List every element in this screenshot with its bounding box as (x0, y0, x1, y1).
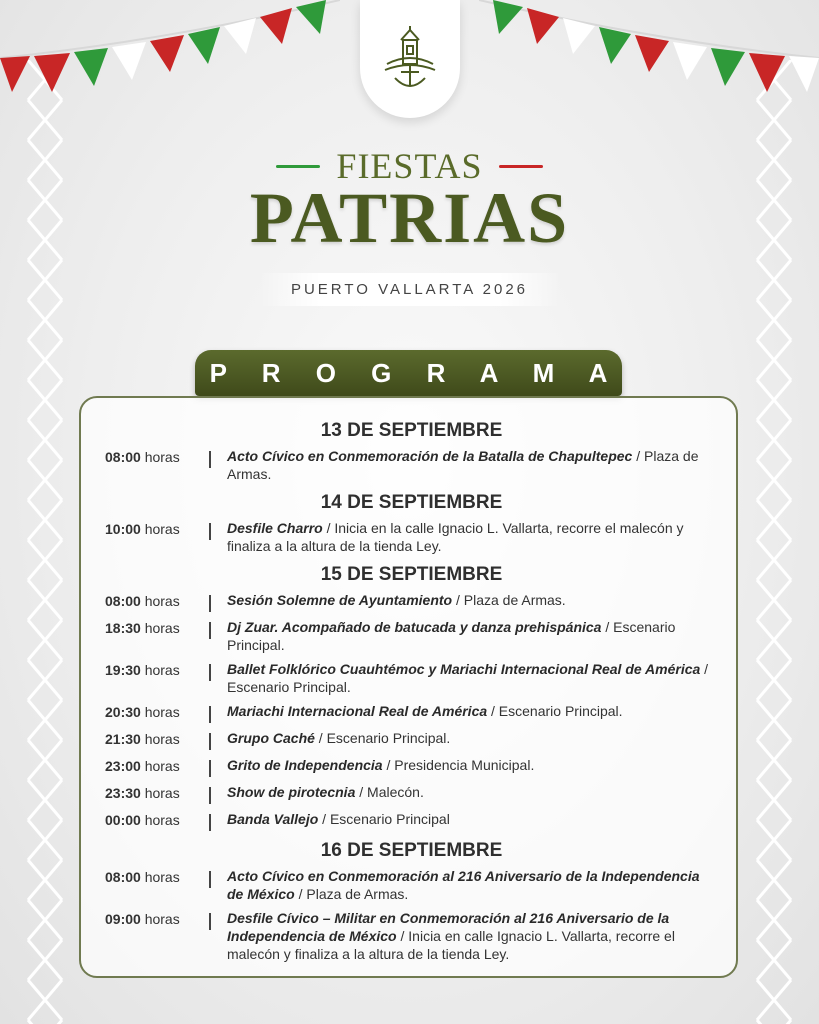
event-description (227, 660, 718, 696)
municipal-logo-badge (360, 0, 460, 118)
event-time-unit: horas (140, 521, 180, 537)
event-name: Ballet Folklórico Cuauhtémoc y Mariachi Internacional Real de América (227, 661, 701, 677)
event-time-unit: horas (140, 704, 180, 720)
event-place: / Plaza de Armas. (227, 448, 699, 482)
event-description (227, 447, 718, 483)
event-time (105, 729, 205, 747)
bunting-flags-left (0, 0, 340, 110)
schedule-row (105, 702, 718, 723)
separator-bar (209, 595, 211, 612)
event-name: Show de pirotecnia (227, 784, 356, 800)
event-time (105, 702, 205, 720)
event-time-value: 23:30 (105, 785, 141, 801)
event-time-unit: horas (140, 812, 180, 828)
green-dash-decoration (276, 165, 320, 168)
event-place: / Escenario Principal. (227, 619, 676, 653)
event-time (105, 783, 205, 801)
event-time-value: 18:30 (105, 620, 141, 636)
schedule-row (105, 810, 718, 831)
event-time-value: 21:30 (105, 731, 141, 747)
day-title: 13 DE SEPTIEMBRE (320, 420, 503, 441)
event-description (227, 867, 718, 903)
event-name: Grupo Caché (227, 730, 315, 746)
separator-bar (209, 760, 211, 777)
event-time-value: 08:00 (105, 869, 141, 885)
day-block (105, 840, 718, 963)
event-time (105, 867, 205, 885)
event-name: Desfile Cívico – Militar en Conmemoración al 216 Aniversario de la Independencia de México (227, 910, 670, 944)
schedule-row (105, 909, 718, 963)
event-name: Grito de Independencia (227, 757, 383, 773)
separator-bar (209, 706, 211, 723)
event-time-unit: horas (140, 620, 180, 636)
schedule-row (105, 591, 718, 612)
event-name: Mariachi Internacional Real de América (227, 703, 488, 719)
red-dash-decoration (499, 165, 543, 168)
event-time (105, 756, 205, 774)
event-place: / Plaza de Armas. (452, 592, 566, 608)
event-name: Banda Vallejo (227, 811, 319, 827)
bunting-flags-right (479, 0, 819, 110)
day-title: 15 DE SEPTIEMBRE (320, 564, 503, 585)
programa-banner (195, 350, 622, 396)
event-place: / Plaza de Armas. (294, 886, 409, 902)
event-time-value: 19:30 (105, 662, 141, 678)
subtitle-location-year: PUERTO VALLARTA 2026 (260, 273, 560, 306)
event-time-value: 08:00 (105, 593, 141, 609)
event-place: / Inicia en calle Ignacio L. Vallarta, recorre el malecón y finaliza a la altura de la tienda Ley. (227, 928, 675, 962)
schedule-row (105, 618, 718, 654)
schedule-row (105, 447, 718, 483)
separator-bar (209, 622, 211, 639)
event-time-unit: horas (140, 449, 180, 465)
schedule-row (105, 783, 718, 804)
title-fiestas: FIESTAS (336, 146, 483, 186)
event-description (227, 909, 718, 963)
event-place: / Escenario Principal. (487, 703, 623, 719)
separator-bar (209, 787, 211, 804)
event-description (227, 729, 718, 747)
event-time-value: 23:00 (105, 758, 141, 774)
separator-bar (209, 871, 211, 888)
title-patrias: PATRIAS (249, 178, 570, 258)
event-name: Sesión Solemne de Ayuntamiento (227, 592, 453, 608)
event-title (0, 145, 819, 306)
separator-bar (209, 523, 211, 540)
event-place: / Inicia en la calle Ignacio L. Vallarta, recorre el malecón y finaliza a la altura de la tienda Ley. (227, 520, 684, 554)
event-place: / Malecón. (355, 784, 424, 800)
event-time-unit: horas (140, 731, 180, 747)
event-name: Dj Zuar. Acompañado de batucada y danza prehispánica (227, 619, 602, 635)
event-description (227, 591, 718, 609)
event-time-value: 20:30 (105, 704, 141, 720)
separator-bar (209, 664, 211, 681)
event-description (227, 618, 718, 654)
event-time-unit: horas (140, 593, 180, 609)
day-block (105, 420, 718, 483)
event-description (227, 702, 718, 720)
event-time-value: 08:00 (105, 449, 141, 465)
day-title: 16 DE SEPTIEMBRE (320, 840, 503, 861)
event-time-unit: horas (140, 869, 180, 885)
event-time-unit: horas (140, 758, 180, 774)
day-block (105, 564, 718, 831)
schedule-row (105, 729, 718, 750)
event-description (227, 756, 718, 774)
event-time-value: 10:00 (105, 521, 141, 537)
event-time-value: 00:00 (105, 812, 141, 828)
separator-bar (209, 913, 211, 930)
separator-bar (209, 733, 211, 750)
schedule-row (105, 756, 718, 777)
event-time (105, 519, 205, 537)
event-time-unit: horas (140, 785, 180, 801)
event-time (105, 618, 205, 636)
event-time-unit: horas (140, 911, 180, 927)
schedule-row (105, 519, 718, 555)
event-time-unit: horas (140, 662, 180, 678)
lighthouse-anchor-logo-icon (377, 24, 443, 94)
separator-bar (209, 451, 211, 468)
schedule-row (105, 660, 718, 696)
event-description (227, 783, 718, 801)
day-block (105, 492, 718, 555)
event-time (105, 909, 205, 927)
programa-label: P R O G R A M A (209, 357, 622, 388)
event-time (105, 591, 205, 609)
event-place: / Escenario Principal (318, 811, 450, 827)
event-place: / Escenario Principal. (227, 661, 709, 695)
schedule-row (105, 867, 718, 903)
event-name: Acto Cívico en Conmemoración de la Batalla de Chapultepec (227, 448, 633, 464)
event-description (227, 519, 718, 555)
event-time (105, 447, 205, 465)
separator-bar (209, 814, 211, 831)
event-name: Acto Cívico en Conmemoración al 216 Aniversario de la Independencia de México (227, 868, 700, 902)
schedule-card (79, 396, 738, 978)
event-description (227, 810, 718, 828)
event-time-value: 09:00 (105, 911, 141, 927)
event-time (105, 660, 205, 678)
event-place: / Escenario Principal. (314, 730, 451, 746)
day-title: 14 DE SEPTIEMBRE (320, 492, 503, 513)
event-time (105, 810, 205, 828)
event-place: / Presidencia Municipal. (382, 757, 535, 773)
event-name: Desfile Charro (227, 520, 323, 536)
